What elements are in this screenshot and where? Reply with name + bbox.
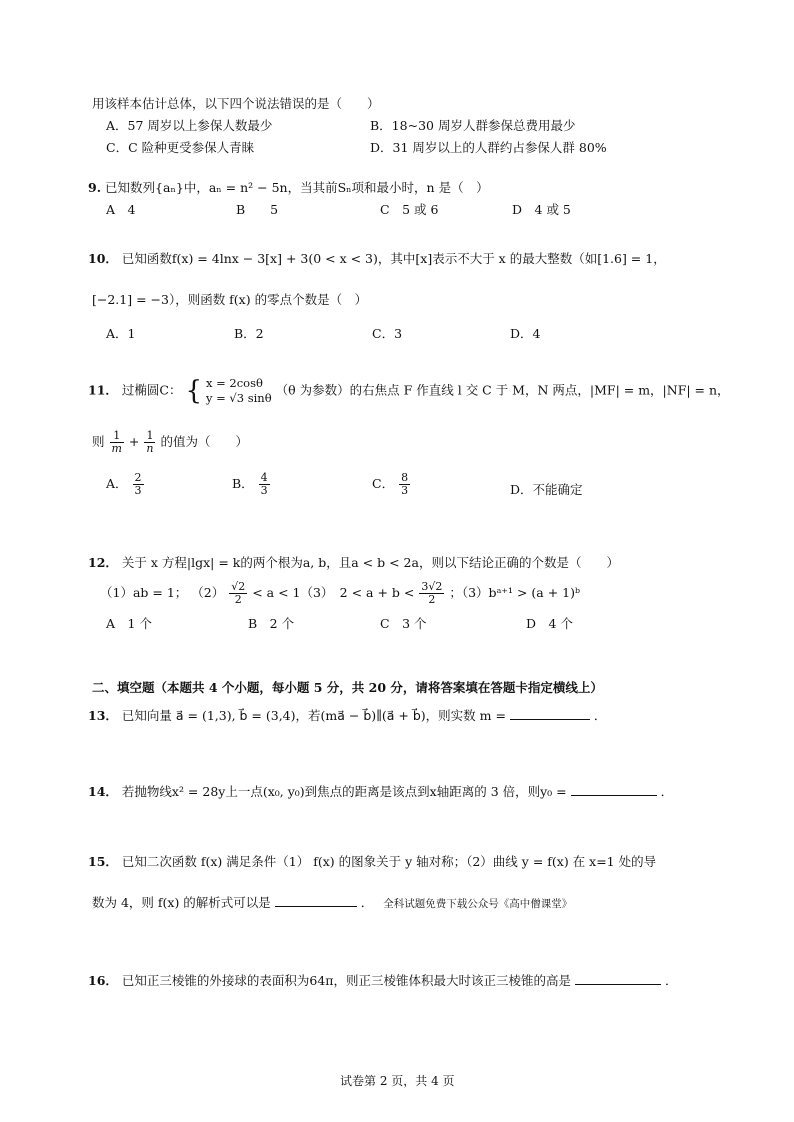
q11-number: 11． bbox=[88, 382, 118, 398]
q12-conclusion-1: （1）ab = 1； bbox=[100, 585, 188, 600]
q15-answer-blank bbox=[275, 906, 357, 907]
q11-option-a-den: 3 bbox=[134, 484, 142, 497]
q14-stem: 若抛物线x² = 28y上一点(x₀, y₀)到焦点的距离是该点到x轴距离的 3 倍，则y₀ = bbox=[121, 784, 567, 799]
q11-option-b-num: 4 bbox=[260, 471, 268, 484]
q15-stem-2: 数为 4，则 f(x) 的解析式可以是 bbox=[92, 895, 271, 910]
q11-option-c-num: 8 bbox=[401, 471, 409, 484]
q10-number: 10． bbox=[88, 251, 118, 266]
q13-line bbox=[88, 706, 606, 724]
q8-stem: 用该样本估计总体，以下四个说法错误的是（ ） bbox=[92, 96, 380, 111]
section-2-heading: 二、填空题（本题共 4 个小题，每小题 5 分，共 20 分，请将答案填在答题卡指定横线上） bbox=[92, 680, 603, 695]
q11-plus: + bbox=[128, 434, 140, 449]
q11-frac-den-n: n bbox=[146, 442, 154, 455]
q11-frac-num-2: 1 bbox=[144, 430, 155, 443]
q13-end: ． bbox=[593, 708, 607, 723]
q11-option-b-frac bbox=[259, 472, 270, 497]
q10-stem-2: [−2.1] = −3），则函数 f(x) 的零点个数是（ ） bbox=[92, 292, 368, 307]
q12-frac-2-num: 3√2 bbox=[421, 580, 443, 593]
q9-option-a: A 4 bbox=[106, 202, 136, 217]
q9-stem-line bbox=[88, 178, 489, 196]
q11-option-d: D．不能确定 bbox=[510, 482, 583, 497]
q11-frac-1-n bbox=[144, 430, 155, 455]
q16-stem: 已知正三棱锥的外接球的表面积为64π，则正三棱锥体积最大时该正三棱锥的高是 bbox=[121, 973, 572, 988]
q11-option-c-label: C． bbox=[372, 476, 395, 491]
q15-number: 15． bbox=[88, 854, 118, 869]
q11-eq-y: y = √3 sinθ bbox=[205, 391, 272, 405]
q11-option-c bbox=[372, 472, 411, 497]
q11-then: 则 bbox=[92, 434, 105, 449]
q12-frac-2-den: 2 bbox=[428, 593, 436, 606]
q12-stem: 关于 x 方程|lgx| = k的两个根为a, b，且a < b < 2a，则以下结论正确的个数是（ ） bbox=[121, 555, 619, 570]
q14-end: ． bbox=[660, 784, 674, 799]
q10-stem-1: 已知函数f(x) = 4lnx − 3[x] + 3(0 < x < 3)，其中[x]表示不大于 x 的最大整数（如[1.6] = 1， bbox=[121, 251, 666, 266]
q15-line-2 bbox=[92, 893, 572, 911]
q12-frac-1-num: √2 bbox=[231, 580, 246, 593]
q11-value: 的值为（ ） bbox=[160, 434, 248, 449]
q11-option-b-label: B． bbox=[232, 476, 254, 491]
page-footer: 试卷第 2 页，共 4 页 bbox=[340, 1074, 455, 1088]
q14-answer-blank bbox=[571, 795, 657, 796]
q9-number: 9. bbox=[88, 180, 102, 195]
q11-option-a-frac bbox=[133, 472, 144, 497]
q11-frac-den-m: m bbox=[111, 442, 122, 455]
q11-post: （θ 为参数）的右焦点 F 作直线 l 交 C 于 M，N 两点，|MF| = m，|NF| = n， bbox=[275, 382, 730, 398]
q10-option-a: A．1 bbox=[106, 326, 136, 341]
q12-frac-1-den: 2 bbox=[234, 593, 242, 606]
q8-option-c: C．C 险种更受参保人青睐 bbox=[106, 140, 255, 155]
q13-number: 13． bbox=[88, 708, 118, 723]
q10-option-d: D．4 bbox=[510, 326, 541, 341]
q11-option-c-den: 3 bbox=[401, 484, 409, 497]
q9-option-b: B 5 bbox=[236, 202, 279, 217]
q15-stem-1: 已知二次函数 f(x) 满足条件（1） f(x) 的图象关于 y 轴对称；（2）曲线 y = f(x) 在 x=1 处的导 bbox=[121, 854, 657, 869]
q12-option-d: D 4 个 bbox=[526, 616, 573, 631]
q16-line bbox=[88, 971, 678, 989]
q15-end: ． bbox=[360, 895, 374, 910]
q8-option-a: A．57 周岁以上参保人数最少 bbox=[106, 118, 273, 133]
q11-option-c-frac bbox=[399, 472, 410, 497]
q12-conclusion-2-post: < a < 1（3） 2 < a + b < bbox=[252, 585, 415, 600]
q13-stem: 已知向量 a⃗ = (1,3), b⃗ = (3,4)，若(ma⃗ − b⃗)∥(a⃗ + b⃗)，则实数 m = bbox=[121, 708, 506, 723]
q12-number: 12． bbox=[88, 555, 118, 570]
q11-stem-line bbox=[88, 376, 730, 406]
q12-conclusions bbox=[100, 581, 580, 606]
q11-parametric-system bbox=[206, 376, 272, 406]
q9-option-c: C 5 或 6 bbox=[380, 202, 439, 217]
q12-option-c: C 3 个 bbox=[380, 616, 427, 631]
q16-number: 16． bbox=[88, 973, 118, 988]
q8-option-d: D．31 周岁以上的人群约占参保人群 80% bbox=[370, 140, 607, 155]
q11-option-a bbox=[106, 472, 145, 497]
q11-brace: { bbox=[185, 376, 202, 406]
q9-option-d: D 4 或 5 bbox=[512, 202, 571, 217]
q15-line-1 bbox=[88, 852, 656, 870]
q8-option-b: B．18~30 周岁人群参保总费用最少 bbox=[370, 118, 576, 133]
q14-line bbox=[88, 782, 673, 800]
q12-conclusion-2-pre: （2） bbox=[191, 585, 225, 600]
q12-option-b: B 2 个 bbox=[248, 616, 295, 631]
q14-number: 14． bbox=[88, 784, 118, 799]
q11-question-line bbox=[92, 430, 248, 455]
q11-frac-1-m bbox=[110, 430, 124, 455]
q16-end: ． bbox=[664, 973, 678, 988]
q16-answer-blank bbox=[575, 984, 661, 985]
q12-conclusion-3-post: ；（3）bᵃ⁺¹ > (a + 1)ᵇ bbox=[449, 585, 580, 600]
q12-stem-line bbox=[88, 553, 619, 571]
q11-frac-num-1: 1 bbox=[110, 430, 124, 443]
q9-stem: 已知数列{aₙ}中，aₙ = n² − 5n，当其前Sₙ项和最小时，n 是（ ） bbox=[105, 180, 489, 195]
q10-option-c: C．3 bbox=[372, 326, 403, 341]
q11-option-b-den: 3 bbox=[260, 484, 268, 497]
watermark-note: 全科试题免费下载公众号《高中僧课堂》 bbox=[383, 898, 573, 910]
q11-option-a-num: 2 bbox=[134, 471, 142, 484]
q11-option-b bbox=[232, 472, 271, 497]
q11-eq-x: x = 2cosθ bbox=[205, 376, 263, 390]
q12-frac-3sqrt2-over-2 bbox=[419, 581, 444, 606]
q10-option-b: B．2 bbox=[234, 326, 264, 341]
q11-option-a-label: A． bbox=[106, 476, 128, 491]
q12-frac-sqrt2-over-2 bbox=[229, 581, 247, 606]
q11-pre: 过椭圆C： bbox=[121, 382, 182, 398]
q13-answer-blank bbox=[510, 719, 590, 720]
q10-stem-line-1 bbox=[88, 249, 666, 267]
q12-option-a: A 1 个 bbox=[106, 616, 152, 631]
